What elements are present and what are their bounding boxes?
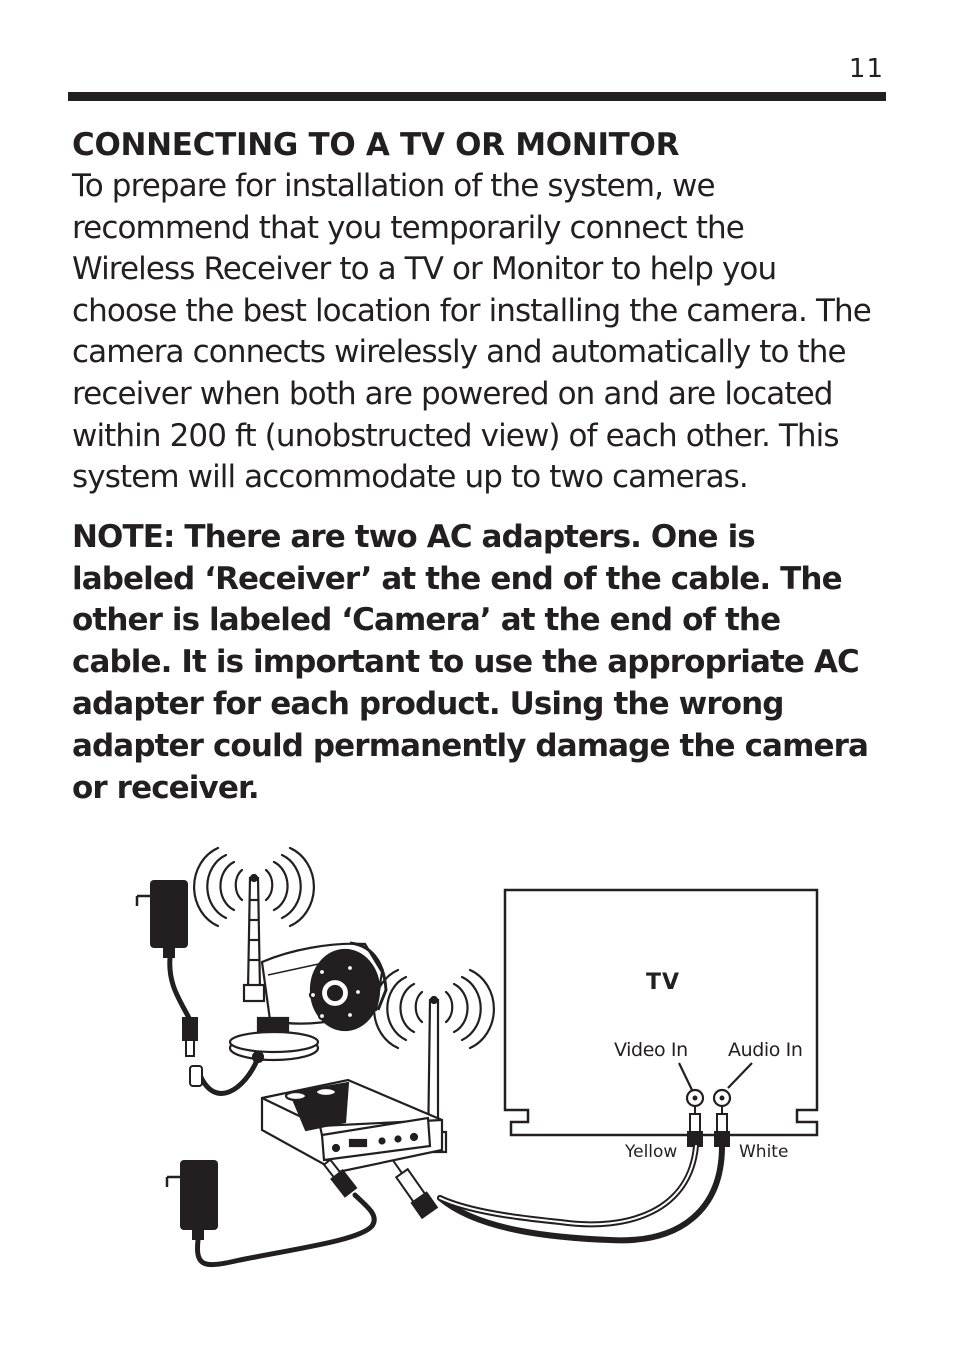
page-number: 11 — [848, 54, 884, 84]
video-in-label: Video In — [614, 1039, 688, 1061]
av-cable — [440, 1146, 722, 1240]
rca-plug-white-icon — [715, 1106, 729, 1146]
camera-illustration — [230, 875, 386, 1062]
video-in-jack-icon — [687, 1090, 703, 1106]
yellow-plug-label: Yellow — [625, 1142, 678, 1162]
receiver-power-cable — [197, 1195, 374, 1265]
tv-label: TV — [646, 970, 681, 995]
tv-monitor-illustration — [505, 890, 817, 1135]
receiver-ac-adapter-icon — [167, 1160, 218, 1240]
av-plug-receiver-icon — [386, 1156, 437, 1218]
rca-plug-yellow-icon — [688, 1106, 702, 1146]
jack-pointer-lines — [679, 1063, 752, 1090]
audio-in-label: Audio In — [728, 1039, 803, 1061]
warning-note: NOTE: There are two AC adapters. One is labeled ‘Receiver’ at the end of the cable. The other is labeled ‘Camera’ at the end of the cable. It is important to use the appropriate AC adapter for each product. Using the wrong adapter could permanently damage the camera or receiver. — [72, 518, 868, 806]
camera-power-plug-icon — [183, 1018, 202, 1086]
section-heading: CONNECTING TO A TV OR MONITOR — [72, 127, 680, 163]
audio-in-jack-icon — [714, 1090, 730, 1106]
white-plug-label: White — [739, 1142, 789, 1162]
intro-paragraph: To prepare for installation of the system, we recommend that you temporarily connect the Wireless Receiver to a TV or Monitor to help you choose the best location for installing the camera. The camera connects wirelessly and automatically to the receiver when both are powered on and are located within 200 ft (unobstructed view) of each other. This system will accommodate up to two cameras. — [72, 168, 871, 496]
camera-ac-adapter-icon — [137, 880, 188, 958]
